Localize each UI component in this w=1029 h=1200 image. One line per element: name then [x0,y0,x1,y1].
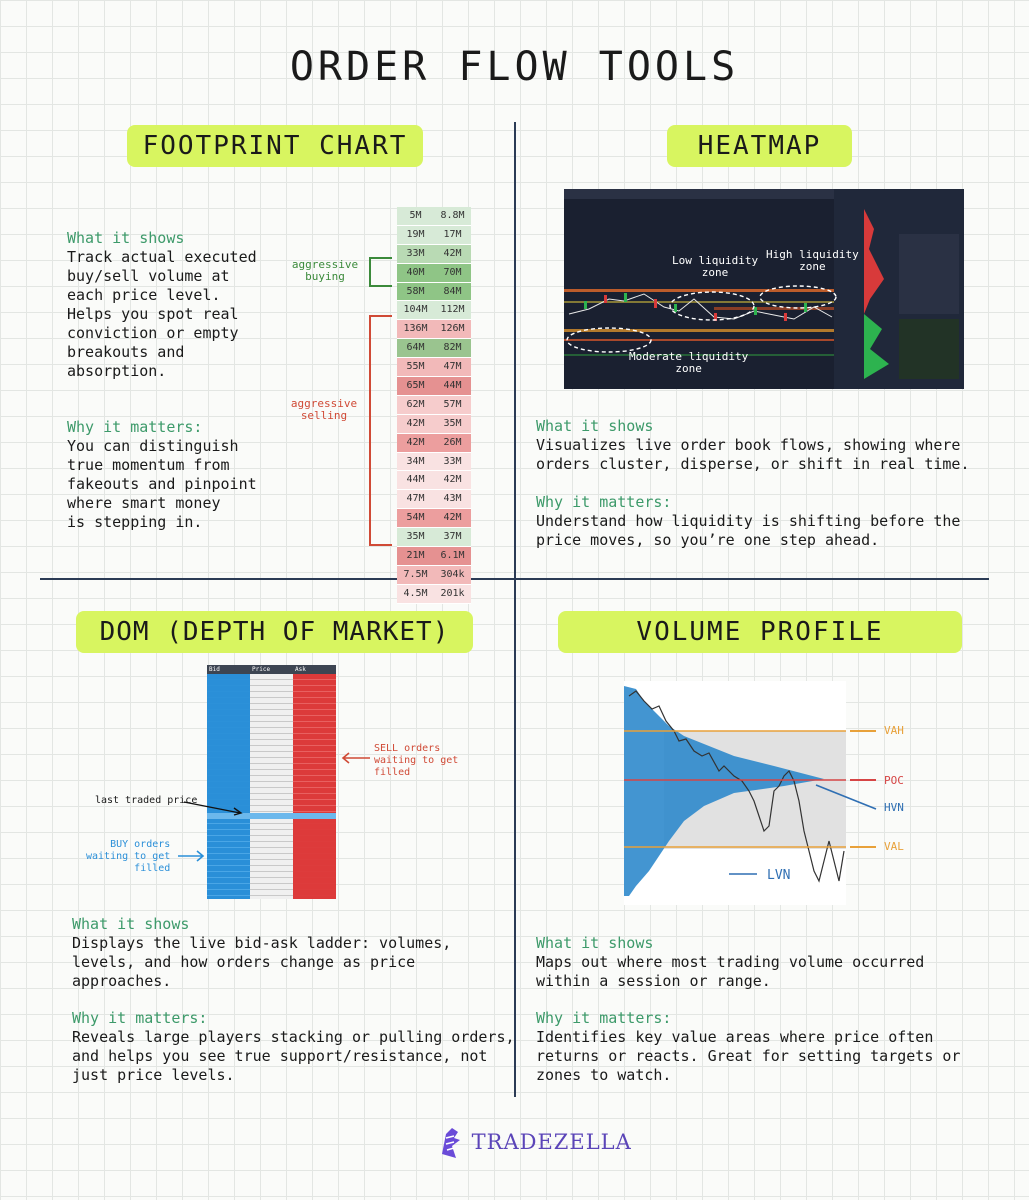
vertical-divider [514,122,516,1097]
footprint-row [397,358,471,377]
dom-col-ask: Ask [295,666,306,673]
footprint-why-label: Why it matters: [67,418,203,436]
low-liquidity-label: Low liquidity zone [672,254,759,279]
footprint-bid-value: 65M [406,380,425,392]
buy-arrow-icon [176,850,206,862]
footprint-bid-value: 54M [406,512,425,524]
footprint-bid-value: 33M [406,247,425,259]
footprint-row [397,566,471,585]
footprint-row [397,490,471,509]
last-traded-label: last traded price [95,795,198,806]
dom-why-text: Reveals large players stacking or pulling orders, and helps you see true support/resistance, not just price levels. [72,1028,515,1084]
hvn-label: HVN [884,801,904,814]
heatmap-image [564,189,964,389]
vp-why-label: Why it matters: [536,1009,672,1027]
footprint-ask-value: 84M [443,285,462,297]
last-traded-arrow-icon [182,800,244,816]
footprint-ask-value: 43M [443,493,462,505]
footprint-bid-value: 136M [403,323,428,335]
footprint-row [397,528,471,547]
footprint-ask-value: 17M [443,228,462,240]
dom-price-column [250,674,293,899]
dom-heading: DOM (DEPTH OF MARKET) [76,611,473,653]
hvn-pointer [814,783,880,813]
footprint-ask-value: 8.8M [440,210,465,221]
buy-orders-label: BUY orders waiting to get filled [86,839,171,874]
footprint-bid-value: 58M [406,285,425,297]
footprint-bid-value: 40M [406,266,425,278]
footprint-row [397,547,471,566]
sell-arrow-icon [340,752,372,764]
volume-profile-heading: VOLUME PROFILE [558,611,962,653]
dom-col-bid: Bid [209,666,220,673]
footprint-ask-value: 57M [443,398,462,410]
footprint-ask-value: 35M [443,417,462,429]
footprint-ask-value: 82M [443,342,462,354]
footprint-bid-value: 104M [403,304,428,316]
footprint-ask-value: 42M [443,474,462,486]
footprint-ask-value: 26M [443,436,462,448]
footprint-bid-value: 4.5M [403,587,428,599]
footprint-bid-value: 64M [406,342,425,354]
horizontal-divider [40,578,989,580]
vp-why-text: Identifies key value areas where price often returns or reacts. Great for setting targets or zones to watch. [536,1028,961,1084]
footprint-what-text: Track actual executed buy/sell volume at each price level. Helps you spot real conviction or empty breakouts and absorption. [67,248,257,380]
footprint-row [397,339,471,358]
footprint-row [397,283,471,302]
footprint-row [397,509,471,528]
footprint-ask-value: 304k [440,568,465,580]
footprint-row [397,264,471,283]
footprint-ask-value: 201k [440,587,465,599]
high-liquidity-label: High liquidity zone [766,248,859,273]
footprint-ask-value: 47M [443,361,462,373]
heatmap-what-text: Visualizes live order book flows, showing where orders cluster, disperse, or shift in real time. [536,436,970,473]
poc-label: POC [884,774,904,787]
page-title: ORDER FLOW TOOLS [289,44,740,90]
footprint-row [397,226,471,245]
footprint-ask-value: 126M [440,323,465,335]
moderate-liquidity-label: Moderate liquidity zone [629,350,749,375]
footprint-ask-value: 6.1M [440,550,465,562]
footprint-bid-value: 5M [409,210,422,221]
heatmap-what-label: What it shows [536,417,654,435]
footprint-row [397,320,471,339]
footprint-row [397,245,471,264]
zebra-logo-icon [438,1124,462,1160]
dom-what-text: Displays the live bid-ask ladder: volumes, levels, and how orders change as price approaches. [72,934,452,990]
brand-logo [438,1124,632,1160]
footprint-row [397,207,471,226]
volume-profile-markers [846,720,886,920]
footprint-row [397,434,471,453]
footprint-bid-value: 7.5M [403,568,428,580]
footprint-ask-value: 112M [440,304,465,316]
sell-orders-label: SELL orders waiting to get filled [374,743,459,778]
footprint-ask-value: 42M [443,512,462,524]
footprint-bid-value: 47M [406,493,425,505]
footprint-bid-value: 62M [406,398,425,410]
heatmap-heading: HEATMAP [667,125,852,167]
footprint-row [397,415,471,434]
brand-name: TRADEZELLA [471,1130,632,1154]
heatmap-why-text: Understand how liquidity is shifting before the price moves, so you’re one step ahead. [536,512,961,549]
vah-label: VAH [884,724,904,737]
footprint-bid-value: 42M [406,436,425,448]
footprint-ask-value: 42M [443,247,462,259]
selling-bracket [370,316,392,545]
footprint-bid-value: 55M [406,361,425,373]
footprint-bid-value: 44M [406,474,425,486]
footprint-row [397,585,471,604]
vp-what-text: Maps out where most trading volume occurred within a session or range. [536,953,925,990]
heatmap-chart [564,189,964,389]
footprint-row [397,377,471,396]
aggressive-selling-label: aggressive selling [290,397,358,422]
lvn-label: LVN [767,868,791,883]
footprint-bid-value: 35M [406,531,425,543]
footprint-row [397,396,471,415]
aggressive-buying-label: aggressive buying [291,258,359,283]
footprint-table [397,207,471,604]
val-label: VAL [884,840,904,853]
footprint-why-text: You can distinguish true momentum from fakeouts and pinpoint where smart money is stepping in. [67,437,257,531]
heatmap-why-label: Why it matters: [536,493,672,511]
vp-what-label: What it shows [536,934,654,952]
footprint-bid-value: 42M [406,417,425,429]
footprint-ask-value: 33M [443,455,462,467]
footprint-row [397,301,471,320]
dom-ladder [207,665,336,899]
dom-col-price: Price [252,666,271,673]
footprint-bid-value: 21M [406,550,425,562]
footprint-ask-value: 37M [443,531,462,543]
footprint-what-label: What it shows [67,229,185,247]
footprint-brackets [360,250,400,550]
footprint-row [397,471,471,490]
lvn-pointer [729,866,759,876]
footprint-ask-value: 70M [443,266,462,278]
footprint-heading: FOOTPRINT CHART [127,125,423,167]
footprint-bid-value: 34M [406,455,425,467]
footprint-ask-value: 44M [443,380,462,392]
buying-bracket [370,258,392,286]
footprint-row [397,453,471,472]
dom-why-label: Why it matters: [72,1009,208,1027]
dom-what-label: What it shows [72,915,190,933]
footprint-bid-value: 19M [406,228,425,240]
